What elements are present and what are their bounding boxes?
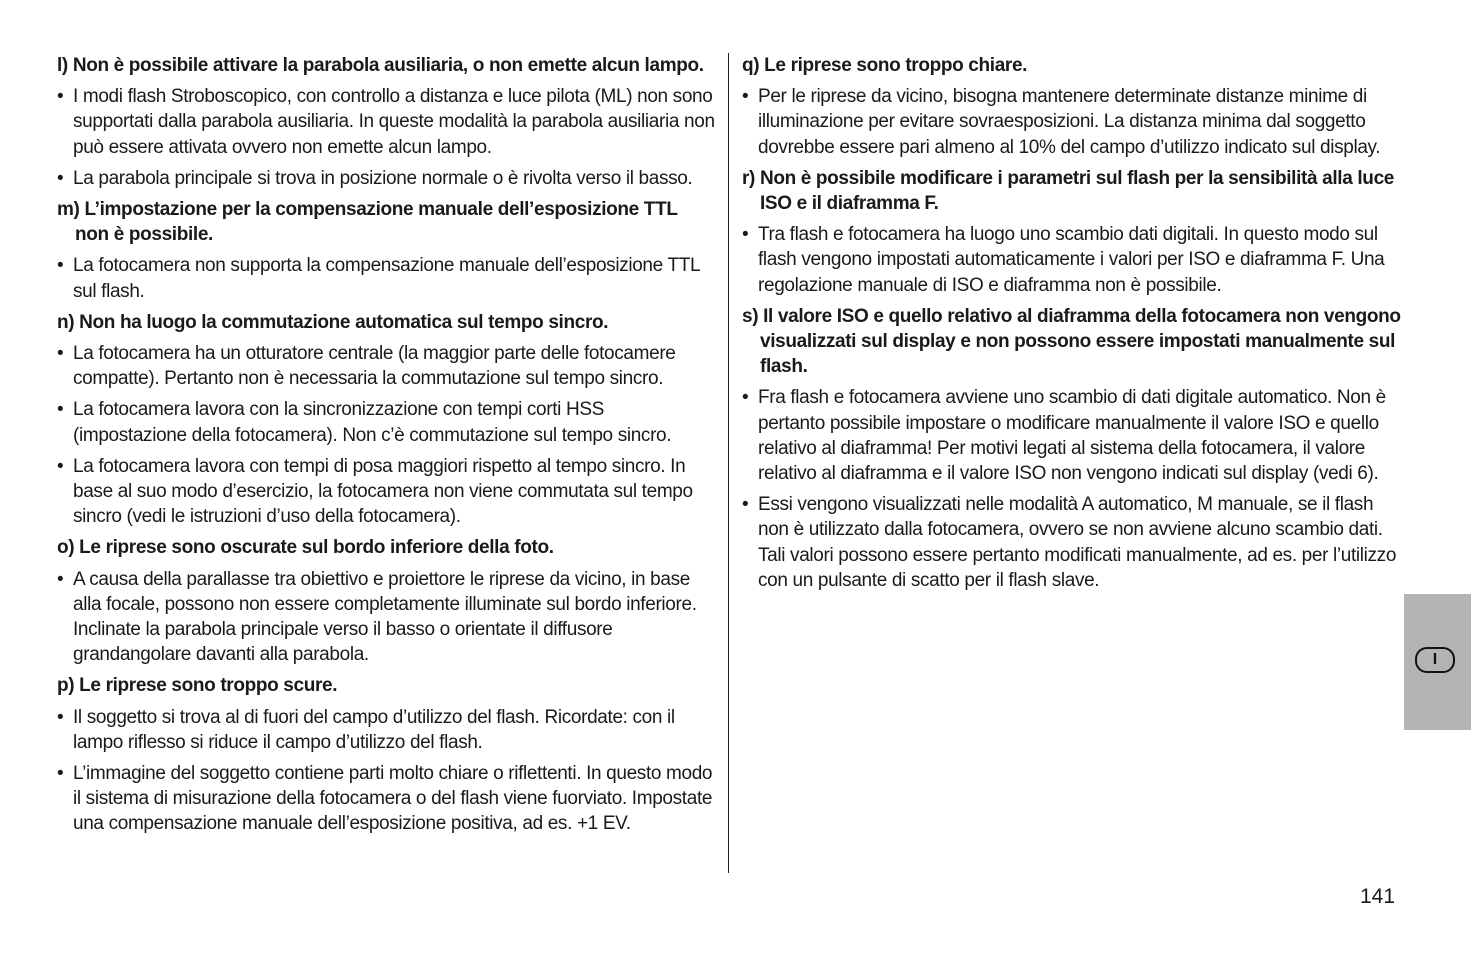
section-r bbox=[742, 166, 1402, 298]
section-o bbox=[57, 535, 715, 667]
section-heading: s) Il valore ISO e quello relativo al diaframma della fotocamera non vengono visualizzati sul display e non possono essere impostati manualmente sul flash. bbox=[742, 305, 1401, 378]
bullet-item: • La fotocamera lavora con la sincronizzazione con tempi corti HSS (impostazione della fotocamera). Non c’è commutazione sul tempo sincro. bbox=[57, 397, 715, 447]
bullet-item: • La parabola principale si trova in posizione normale o è rivolta verso il basso. bbox=[57, 166, 715, 191]
section-heading: p) Le riprese sono troppo scure. bbox=[57, 675, 338, 697]
section-heading: o) Le riprese sono oscurate sul bordo inferiore della foto. bbox=[57, 537, 554, 559]
left-column bbox=[57, 53, 715, 843]
section-q bbox=[742, 53, 1402, 160]
bullet-item: • La fotocamera non supporta la compensazione manuale dell’esposizione TTL sul flash. bbox=[57, 253, 715, 303]
page-number: 141 bbox=[1360, 885, 1396, 908]
bullet-item: • Fra flash e fotocamera avviene uno scambio di dati digitale automatico. Non è pertanto possibile impostare o modificare manualmente il valore ISO e quello relativo al diaframma! Per motivi legati al sistema della fotocamera, il valore relativo al diaframma e il valore ISO non vengono indicati sul display (vedi 6). bbox=[742, 385, 1402, 486]
language-tab bbox=[1404, 594, 1471, 730]
bullet-item: • I modi flash Stroboscopico, con controllo a distanza e luce pilota (ML) non sono supportati dalla parabola ausiliaria. In queste modalità la parabola ausiliaria non può essere attivata ovvero non emette alcun lampo. bbox=[57, 84, 715, 160]
section-heading: n) Non ha luogo la commutazione automatica sul tempo sincro. bbox=[57, 311, 609, 333]
bullet-item: • La fotocamera ha un otturatore centrale (la maggior parte delle fotocamere compatte). Pertanto non è necessaria la commutazione sul tempo sincro. bbox=[57, 341, 715, 391]
bullet-item: • Il soggetto si trova al di fuori del campo d’utilizzo del flash. Ricordate: con il lampo riflesso si riduce il campo d’utilizzo del flash. bbox=[57, 705, 715, 755]
section-n bbox=[57, 310, 715, 530]
section-l bbox=[57, 53, 715, 191]
language-badge: I bbox=[1415, 647, 1455, 673]
section-heading: r) Non è possibile modificare i parametri sul flash per la sensibilità alla luce ISO e il diaframma F. bbox=[742, 167, 1395, 215]
bullet-item: • La fotocamera lavora con tempi di posa maggiori rispetto al tempo sincro. In base al suo modo d’esercizio, la fotocamera non viene commutata sul tempo sincro (vedi le istruzioni d’uso della fotocamera). bbox=[57, 454, 715, 530]
bullet-item: • Per le riprese da vicino, bisogna mantenere determinate distanze minime di illuminazione per evitare sovraesposizioni. La distanza minima dal soggetto dovrebbe essere pari almeno al 10% del campo d’utilizzo indicato sul display. bbox=[742, 84, 1402, 160]
section-p bbox=[57, 673, 715, 836]
section-heading: l) Non è possibile attivare la parabola ausiliaria, o non emette alcun lampo. bbox=[57, 55, 704, 76]
section-s bbox=[742, 304, 1402, 593]
column-divider bbox=[728, 53, 729, 873]
section-m bbox=[57, 197, 715, 304]
section-heading: q) Le riprese sono troppo chiare. bbox=[742, 55, 1028, 76]
bullet-item: • L’immagine del soggetto contiene parti molto chiare o riflettenti. In questo modo il sistema di misurazione della fotocamera o del flash viene fuorviato. Impostate una compensazione manuale dell’esposizione positiva, ad es. +1 EV. bbox=[57, 761, 715, 837]
right-column bbox=[742, 53, 1402, 599]
bullet-item: • Tra flash e fotocamera ha luogo uno scambio dati digitali. In questo modo sul flash vengono impostati automaticamente i valori per ISO e diaframma F. Una regolazione manuale di ISO e diaframma non è possibile. bbox=[742, 222, 1402, 298]
bullet-item: • A causa della parallasse tra obiettivo e proiettore le riprese da vicino, in base alla focale, possono non essere completamente illuminate sul bordo inferiore. Inclinate la parabola principale verso il basso o orientate il diffusore grandangolare davanti alla parabola. bbox=[57, 567, 715, 668]
bullet-item: • Essi vengono visualizzati nelle modalità A automatico, M manuale, se il flash non è utilizzato dalla fotocamera, ovvero se non avviene alcuno scambio dati. Tali valori possono essere pertanto modificati manualmente, ad es. per l’utilizzo con un pulsante di scatto per il flash slave. bbox=[742, 492, 1402, 593]
section-heading: m) L’impostazione per la compensazione manuale dell’esposizione TTL non è possibile. bbox=[57, 199, 678, 246]
